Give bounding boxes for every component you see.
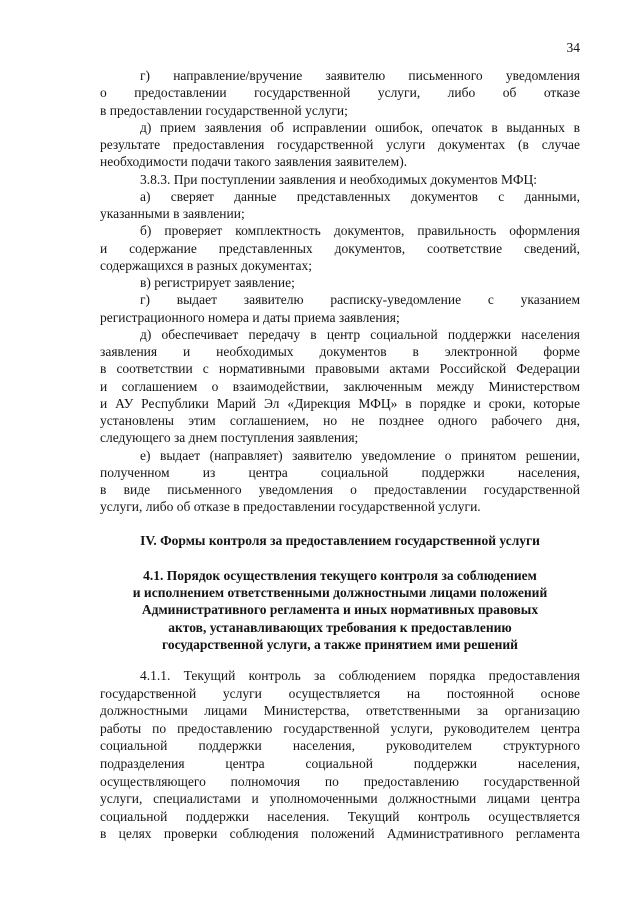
text-line: установлены этим соглашением, но не позднее одного рабочего дня, [100,413,580,428]
paragraph [100,291,580,326]
paragraph [100,447,580,516]
text-line: г) выдает заявителю расписку-уведомление с указанием [140,292,580,308]
text-line: а) сверяет данные представленных документов с данными, [140,188,580,204]
text-line: и АУ Республики Марий Эл «Дирекция МФЦ» в порядке и сроки, которые [100,395,580,411]
text-line: г) направление/вручение заявителю письменного уведомления [140,68,580,83]
text-line: в) регистрирует заявление; [140,275,295,290]
paragraph [100,326,580,447]
text-line: в предоставлении государственной услуги; [100,102,348,118]
subsection-heading-line: государственной услуги, а также принятием ими решений [162,636,518,652]
section-heading: IV. Формы контроля за предоставлением государственной услуги [140,532,540,548]
text-line: государственной услуги осуществляется на постоянной основе [100,685,580,701]
page-number: 34 [566,40,580,55]
text-line: социальной поддержки населения, руководителем структурного [100,738,580,754]
paragraph [100,67,580,119]
text-line: е) выдает (направляет) заявителю уведомление о принятом решении, [140,447,580,463]
text-line: работы по предоставлению государственной услуги, руководителем центра [100,720,580,736]
bottom-paragraphs [100,667,580,843]
subsection-heading-line: и исполнением ответственными должностными лицами положений [132,585,548,600]
document-body [100,67,580,843]
subsection-heading-line: 4.1. Порядок осуществления текущего контроля за соблюдением [143,567,537,583]
text-line: услуги, либо об отказе в предоставлении государственной услуги. [100,499,481,515]
text-line: о предоставлении государственной услуги, либо об отказе [100,85,580,101]
text-line: необходимости подачи такого заявления заявителем). [100,154,408,170]
text-line: в целях проверки соблюдения положений Административного регламента [100,826,580,842]
text-line: д) прием заявления об исправлении ошибок, опечаток в выданных в [140,119,580,135]
top-paragraphs [100,67,580,516]
text-line: в виде письменного уведомления о предоставлении государственной [100,482,580,497]
text-line: социальной поддержки населения. Текущий контроль осуществляется [100,808,580,824]
text-line: регистрационного номера и даты приема заявления; [100,309,400,325]
text-line: результате предоставления государственной услуги документах (в случае [100,137,580,152]
text-line: заявления и необходимых документов в электронной форме [100,344,580,359]
paragraph [100,667,580,843]
text-line: и соглашением о взаимодействии, заключенным между Министерством [100,378,580,394]
paragraph [100,119,580,171]
text-line: услуги, специалистами и уполномоченными должностными лицами центра [100,791,580,807]
text-line: подразделения центра социальной поддержки населения, [100,755,580,771]
text-line: должностными лицами Министерства, ответственными за организацию [100,703,580,719]
text-line: указанными в заявлении; [100,206,245,221]
text-line: в соответствии с нормативными правовыми актами Российской Федерации [100,361,580,377]
text-line: б) проверяет комплектность документов, правильность оформления [140,223,580,239]
text-line: 3.8.3. При поступлении заявления и необходимых документов МФЦ: [140,171,537,187]
text-line: и содержание представленных документов, соответствие сведений, [100,240,580,256]
text-line: 4.1.1. Текущий контроль за соблюдением порядка предоставления [140,668,580,683]
paragraph [100,274,580,291]
subsection-heading [100,567,580,653]
text-line: осуществляющего полномочия по предоставлению государственной [100,773,580,789]
paragraph [100,222,580,274]
subsection-heading-line: Административного регламента и иных нормативных правовых [141,602,539,618]
text-line: полученном из центра социальной поддержки населения, [100,464,580,480]
paragraph [100,171,580,188]
text-line: д) обеспечивает передачу в центр социальной поддержки населения [140,326,580,342]
subsection-heading-line: актов, устанавливающих требования к предоставлению [168,619,512,635]
paragraph [100,188,580,223]
text-line: содержащихся в разных документах; [100,257,312,273]
text-line: следующего за днем поступления заявления; [100,430,359,446]
